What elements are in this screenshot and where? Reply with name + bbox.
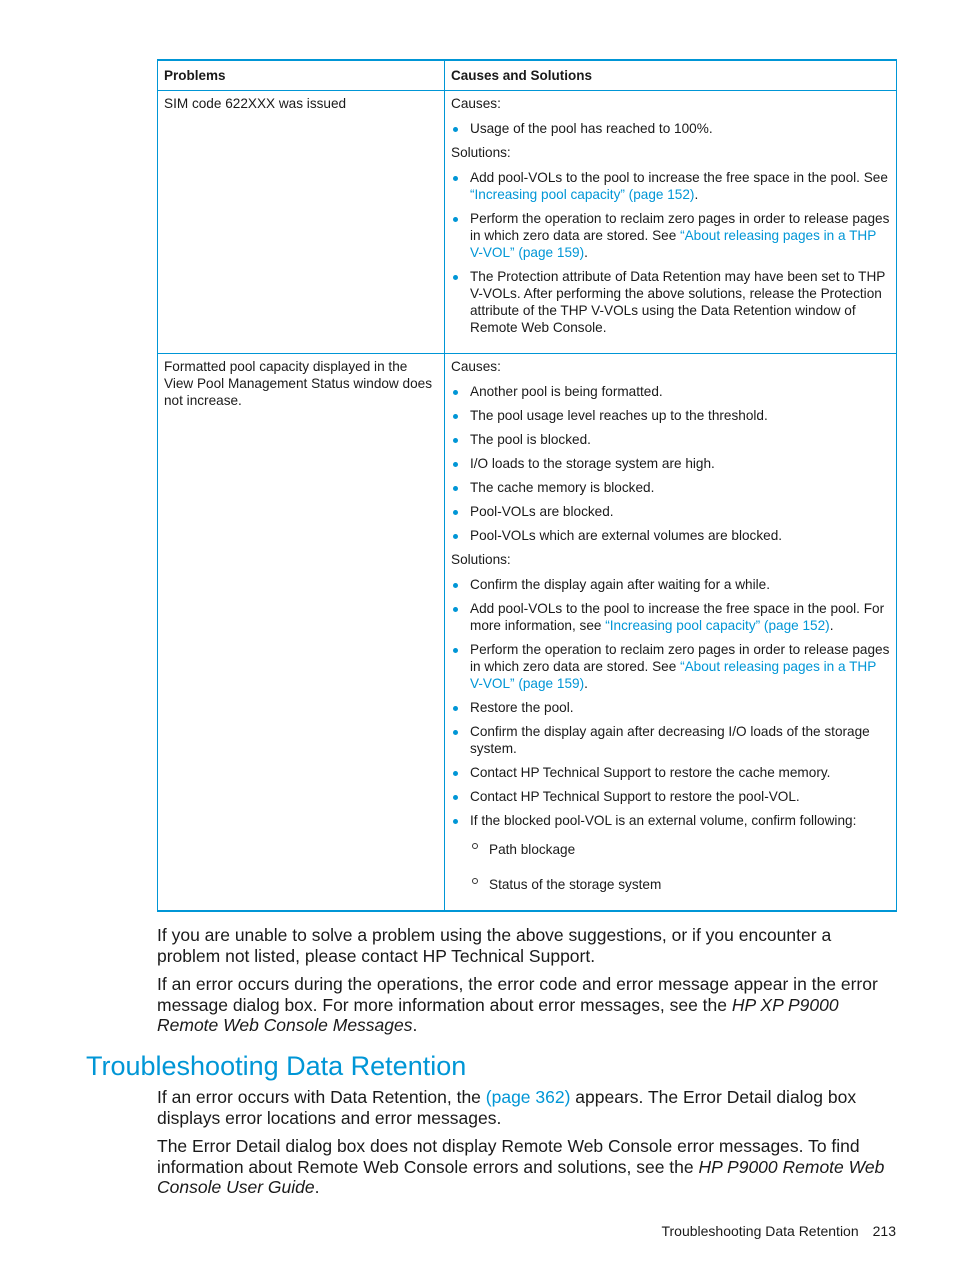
list-item bbox=[451, 699, 890, 716]
list-item bbox=[451, 723, 890, 757]
item-text: The Protection attribute of Data Retention may have been set to THP V-VOLs. After performing the above solutions, release the Protection attribute of the THP V-VOLs using the Data Retention window of Remote Web Console. bbox=[470, 269, 886, 335]
list-item: The pool is blocked. bbox=[451, 431, 890, 448]
paragraph-after: . bbox=[314, 1177, 320, 1197]
footer-section-title: Troubleshooting Data Retention bbox=[661, 1223, 859, 1239]
paragraph-text: If an error occurs with Data Retention, the bbox=[157, 1087, 486, 1107]
list-item bbox=[451, 576, 890, 593]
list-item: Pool-VOLs which are external volumes are blocked. bbox=[451, 527, 890, 544]
item-text: Perform the operation to reclaim zero pages in order to release pages in which zero data are stored. See bbox=[470, 211, 890, 243]
problem-cell: SIM code 622XXX was issued bbox=[158, 91, 445, 354]
causes-solutions-cell bbox=[445, 91, 897, 354]
list-item bbox=[451, 169, 890, 203]
list-item: The cache memory is blocked. bbox=[451, 479, 890, 496]
item-text: Confirm the display again after decreasing I/O loads of the storage system. bbox=[470, 724, 870, 756]
paragraph-text: If an error occurs during the operations, the error code and error message appear in the error message dialog box. For more information about error messages, see the bbox=[157, 974, 878, 1015]
table-row bbox=[158, 91, 897, 354]
paragraph-user-guide bbox=[157, 1136, 897, 1198]
item-after: . bbox=[584, 245, 588, 260]
page-number: 213 bbox=[872, 1223, 896, 1239]
list-item: Another pool is being formatted. bbox=[451, 383, 890, 400]
cross-reference-link[interactable]: “About releasing pages in a THP V-VOL” (page 159) bbox=[470, 228, 877, 260]
causes-label: Causes: bbox=[451, 96, 501, 111]
problem-cell: Formatted pool capacity displayed in the View Pool Management Status window does not increase. bbox=[158, 354, 445, 912]
list-item bbox=[451, 812, 890, 893]
header-problems: Problems bbox=[158, 60, 445, 91]
item-text: Restore the pool. bbox=[470, 700, 574, 715]
item-text: Perform the operation to reclaim zero pages in order to release pages in which zero data are stored. See bbox=[470, 642, 890, 674]
header-causes-solutions: Causes and Solutions bbox=[445, 60, 897, 91]
book-title: HP P9000 Remote Web Console User Guide bbox=[157, 1156, 885, 1197]
solutions-label: Solutions: bbox=[451, 552, 511, 567]
section-heading: Troubleshooting Data Retention bbox=[86, 1051, 467, 1081]
list-item bbox=[451, 764, 890, 781]
list-item: The pool usage level reaches up to the threshold. bbox=[451, 407, 890, 424]
item-after: . bbox=[584, 676, 588, 691]
book-title: HP XP P9000 Remote Web Console Messages bbox=[157, 994, 839, 1035]
sub-list-item: Status of the storage system bbox=[470, 876, 890, 893]
causes-solutions-cell bbox=[445, 354, 897, 912]
troubleshooting-table bbox=[157, 59, 897, 912]
causes-list bbox=[451, 120, 890, 137]
paragraph-error-detail bbox=[157, 1087, 897, 1128]
item-text: If the blocked pool-VOL is an external volume, confirm following: bbox=[470, 813, 857, 828]
list-item bbox=[451, 268, 890, 336]
paragraph-after: . bbox=[412, 1015, 418, 1035]
sub-list-item: Path blockage bbox=[470, 841, 890, 858]
list-item bbox=[451, 600, 890, 634]
cross-reference-link[interactable]: “About releasing pages in a THP V-VOL” (page 159) bbox=[470, 659, 877, 691]
page-reference-link[interactable]: (page 362) bbox=[485, 1087, 571, 1107]
item-after: . bbox=[829, 618, 834, 633]
page-footer bbox=[661, 1223, 896, 1239]
list-item bbox=[451, 788, 890, 805]
cross-reference-link[interactable]: “Increasing pool capacity” (page 152) bbox=[605, 618, 830, 633]
table-row bbox=[158, 354, 897, 912]
solutions-label: Solutions: bbox=[451, 145, 511, 160]
paragraph-text: The Error Detail dialog box does not display Remote Web Console error messages. To find information about Remote Web Console errors and solutions, see the bbox=[157, 1136, 860, 1177]
causes-label: Causes: bbox=[451, 359, 501, 374]
paragraph-contact-support: If you are unable to solve a problem using the above suggestions, or if you encounter a problem not listed, please contact HP Technical Support. bbox=[157, 925, 832, 966]
item-text: Contact HP Technical Support to restore the cache memory. bbox=[470, 765, 831, 780]
solutions-list bbox=[451, 169, 890, 336]
table-header-row bbox=[158, 60, 897, 91]
item-after: . bbox=[694, 187, 699, 202]
solutions-list bbox=[451, 576, 890, 893]
sub-list bbox=[470, 841, 890, 893]
paragraph-after: appears. The Error Detail dialog box displays error locations and error messages. bbox=[157, 1087, 857, 1128]
item-text: Add pool-VOLs to the pool to increase the free space in the pool. See bbox=[470, 170, 888, 185]
item-text: Confirm the display again after waiting for a while. bbox=[470, 577, 770, 592]
item-text: Add pool-VOLs to the pool to increase the free space in the pool. For more information, see bbox=[470, 601, 885, 633]
paragraph-error-messages bbox=[157, 974, 897, 1036]
item-text: Contact HP Technical Support to restore the pool-VOL. bbox=[470, 789, 800, 804]
list-item bbox=[451, 641, 890, 692]
list-item bbox=[451, 210, 890, 261]
list-item: I/O loads to the storage system are high. bbox=[451, 455, 890, 472]
causes-list bbox=[451, 383, 890, 544]
list-item: Usage of the pool has reached to 100%. bbox=[451, 120, 890, 137]
cross-reference-link[interactable]: “Increasing pool capacity” (page 152) bbox=[470, 187, 695, 202]
list-item: Pool-VOLs are blocked. bbox=[451, 503, 890, 520]
